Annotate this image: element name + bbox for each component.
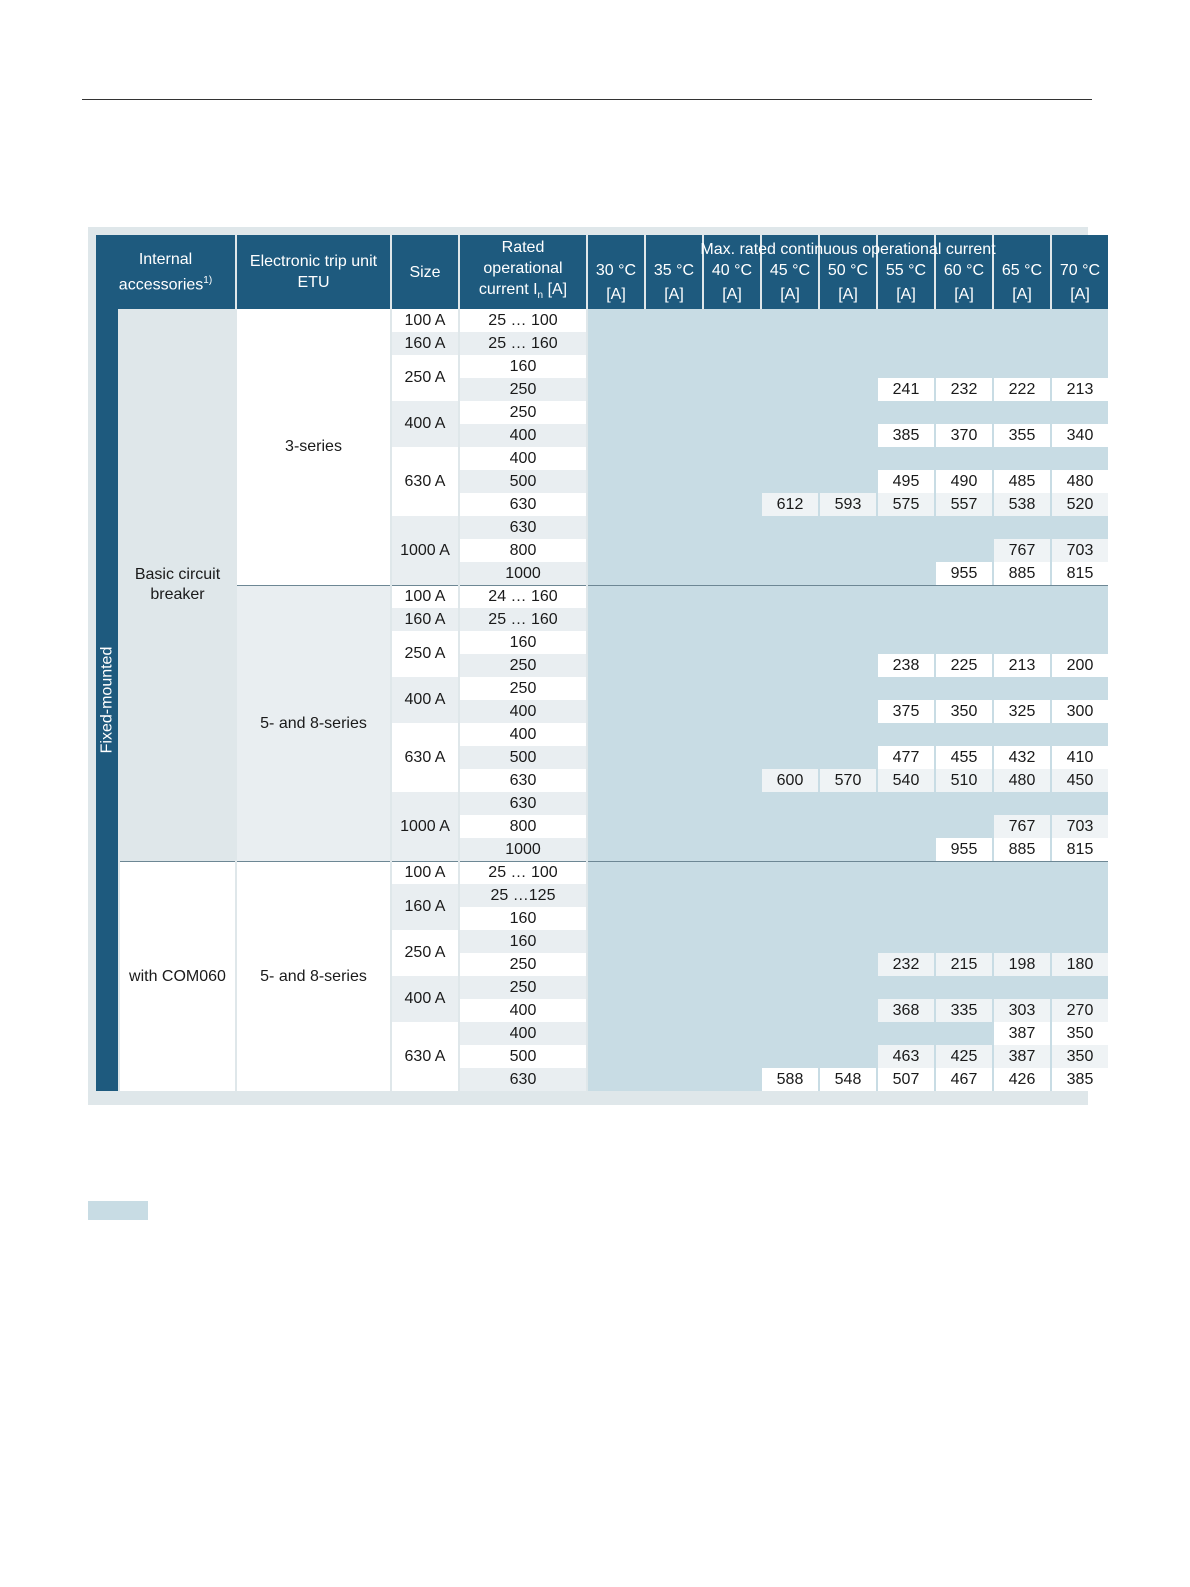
temp-unit: [A] [606,286,626,303]
rated-current-cell: 400 [460,999,586,1022]
value-cell: 225 [936,654,992,677]
value-cell: 767 [994,815,1050,838]
value-cell: 495 [878,470,934,493]
value-cell: 368 [878,999,934,1022]
value-cell: 426 [994,1068,1050,1091]
rated-current-cell: 1000 [460,838,586,861]
etu-5-8-series-com: 5- and 8-series [237,861,390,1091]
temp-label: 55 °C [885,262,927,279]
value-cell: 538 [994,493,1050,516]
rated-current-cell: 400 [460,700,586,723]
value-cell: 385 [1052,1068,1108,1091]
value-cell: 463 [878,1045,934,1068]
rated-current-cell: 630 [460,516,586,539]
value-cell: 300 [1052,700,1108,723]
table-grid [96,235,1108,1091]
value-cell: 213 [994,654,1050,677]
value-cell: 955 [936,838,992,861]
value-cell: 480 [994,769,1050,792]
temp-unit: [A] [1012,286,1032,303]
size-cell: 1000 A [392,516,458,585]
rated-current-cell: 160 [460,631,586,654]
size-cell: 100 A [392,585,458,608]
value-cell: 885 [994,838,1050,861]
rated-current-cell: 250 [460,378,586,401]
temp-label: 60 °C [943,262,985,279]
size-cell: 400 A [392,677,458,723]
rated-current-cell: 500 [460,470,586,493]
temp-unit: [A] [780,286,800,303]
value-cell: 350 [936,700,992,723]
size-cell: 250 A [392,631,458,677]
value-cell: 432 [994,746,1050,769]
size-cell: 100 A [392,309,458,332]
rated-current-cell: 630 [460,769,586,792]
temp-label: 40 °C [711,262,753,279]
rated-current-cell: 25 … 100 [460,861,586,884]
value-cell: 815 [1052,838,1108,861]
value-cell: 370 [936,424,992,447]
size-cell: 630 A [392,1022,458,1091]
rated-current-cell: 500 [460,1045,586,1068]
size-cell: 1000 A [392,792,458,861]
value-cell: 350 [1052,1022,1108,1045]
size-cell: 160 A [392,332,458,355]
value-cell: 385 [878,424,934,447]
temp-label: 65 °C [1001,262,1043,279]
rated-current-cell: 400 [460,447,586,470]
value-cell: 238 [878,654,934,677]
temp-label: 45 °C [769,262,811,279]
value-cell: 520 [1052,493,1108,516]
size-cell: 250 A [392,930,458,976]
value-cell: 548 [820,1068,876,1091]
accessory-basic: Basic circuit breaker [120,309,235,861]
rated-current-cell: 250 [460,677,586,700]
value-cell: 477 [878,746,934,769]
header-rated-current: Rated operational current $I_n$ [A] [460,235,586,309]
value-cell: 200 [1052,654,1108,677]
value-cell: 703 [1052,815,1108,838]
value-cell: 815 [1052,562,1108,585]
temp-label: 70 °C [1059,262,1101,279]
rated-current-cell: 630 [460,493,586,516]
temp-unit: [A] [954,286,974,303]
size-cell: 160 A [392,884,458,930]
value-cell: 241 [878,378,934,401]
value-cell: 480 [1052,470,1108,493]
value-cell: 425 [936,1045,992,1068]
rated-current-cell: 25 … 160 [460,332,586,355]
value-cell: 540 [878,769,934,792]
value-cell: 325 [994,700,1050,723]
value-cell: 340 [1052,424,1108,447]
rated-current-cell: 25 … 160 [460,608,586,631]
size-cell: 250 A [392,355,458,401]
temp-label: 35 °C [653,262,695,279]
rated-current-cell: 250 [460,401,586,424]
temp-label: 50 °C [827,262,869,279]
rated-current-cell: 800 [460,815,586,838]
rated-current-cell: 800 [460,539,586,562]
value-cell: 570 [820,769,876,792]
temp-unit: [A] [664,286,684,303]
rated-current-cell: 250 [460,953,586,976]
value-cell: 350 [1052,1045,1108,1068]
header-etu: Electronic trip unit ETU [237,235,390,309]
value-cell: 510 [936,769,992,792]
value-cell: 387 [994,1045,1050,1068]
size-cell: 630 A [392,447,458,516]
value-cell: 955 [936,562,992,585]
value-cell: 507 [878,1068,934,1091]
value-cell: 557 [936,493,992,516]
value-cell: 375 [878,700,934,723]
rated-current-cell: 160 [460,355,586,378]
value-cell: 612 [762,493,818,516]
rated-current-cell: 630 [460,792,586,815]
top-rule [82,99,1092,100]
value-cell: 588 [762,1068,818,1091]
size-cell: 400 A [392,401,458,447]
value-cell: 303 [994,999,1050,1022]
size-cell: 400 A [392,976,458,1022]
rated-current-cell: 630 [460,1068,586,1091]
rated-current-cell: 400 [460,723,586,746]
rated-current-cell: 400 [460,1022,586,1045]
size-cell: 160 A [392,608,458,631]
value-cell: 490 [936,470,992,493]
value-cell: 455 [936,746,992,769]
value-cell: 335 [936,999,992,1022]
rated-current-cell: 24 … 160 [460,585,586,608]
temp-unit: [A] [1070,286,1090,303]
header-max-current: Max. rated continuous operational current [700,241,996,258]
rated-current-cell: 25 …125 [460,884,586,907]
value-cell: 575 [878,493,934,516]
etu-5-8-series: 5- and 8-series [237,585,390,861]
rated-current-cell: 400 [460,424,586,447]
rated-current-cell: 160 [460,907,586,930]
size-cell: 630 A [392,723,458,792]
value-cell: 593 [820,493,876,516]
rated-current-cell: 1000 [460,562,586,585]
temp-unit: [A] [896,286,916,303]
value-cell: 703 [1052,539,1108,562]
value-cell: 222 [994,378,1050,401]
etu-3-series: 3-series [237,309,390,585]
value-cell: 885 [994,562,1050,585]
rated-current-cell: 250 [460,976,586,999]
value-cell: 767 [994,539,1050,562]
value-cell: 387 [994,1022,1050,1045]
value-cell: 467 [936,1068,992,1091]
temp-unit: [A] [838,286,858,303]
value-cell: 600 [762,769,818,792]
value-cell: 213 [1052,378,1108,401]
value-cell: 215 [936,953,992,976]
rated-current-cell: 250 [460,654,586,677]
value-cell: 410 [1052,746,1108,769]
rated-current-cell: 500 [460,746,586,769]
value-cell: 198 [994,953,1050,976]
value-cell: 485 [994,470,1050,493]
temp-unit: [A] [722,286,742,303]
value-cell: 232 [878,953,934,976]
value-cell: 180 [1052,953,1108,976]
temp-label: 30 °C [595,262,637,279]
rated-current-cell: 25 … 100 [460,309,586,332]
sidebar-fixed-mounted: Fixed-mounted [96,309,118,1091]
size-cell: 100 A [392,861,458,884]
header-internal-accessories: Internal accessories$^{1)}$ [96,235,235,309]
legend-swatch [88,1201,148,1220]
rated-current-cell: 160 [460,930,586,953]
value-cell: 270 [1052,999,1108,1022]
value-cell: 355 [994,424,1050,447]
rating-table [88,227,1101,1105]
value-cell: 232 [936,378,992,401]
value-cell: 450 [1052,769,1108,792]
accessory-com060: with COM060 [120,861,235,1091]
header-size: Size [392,235,458,309]
